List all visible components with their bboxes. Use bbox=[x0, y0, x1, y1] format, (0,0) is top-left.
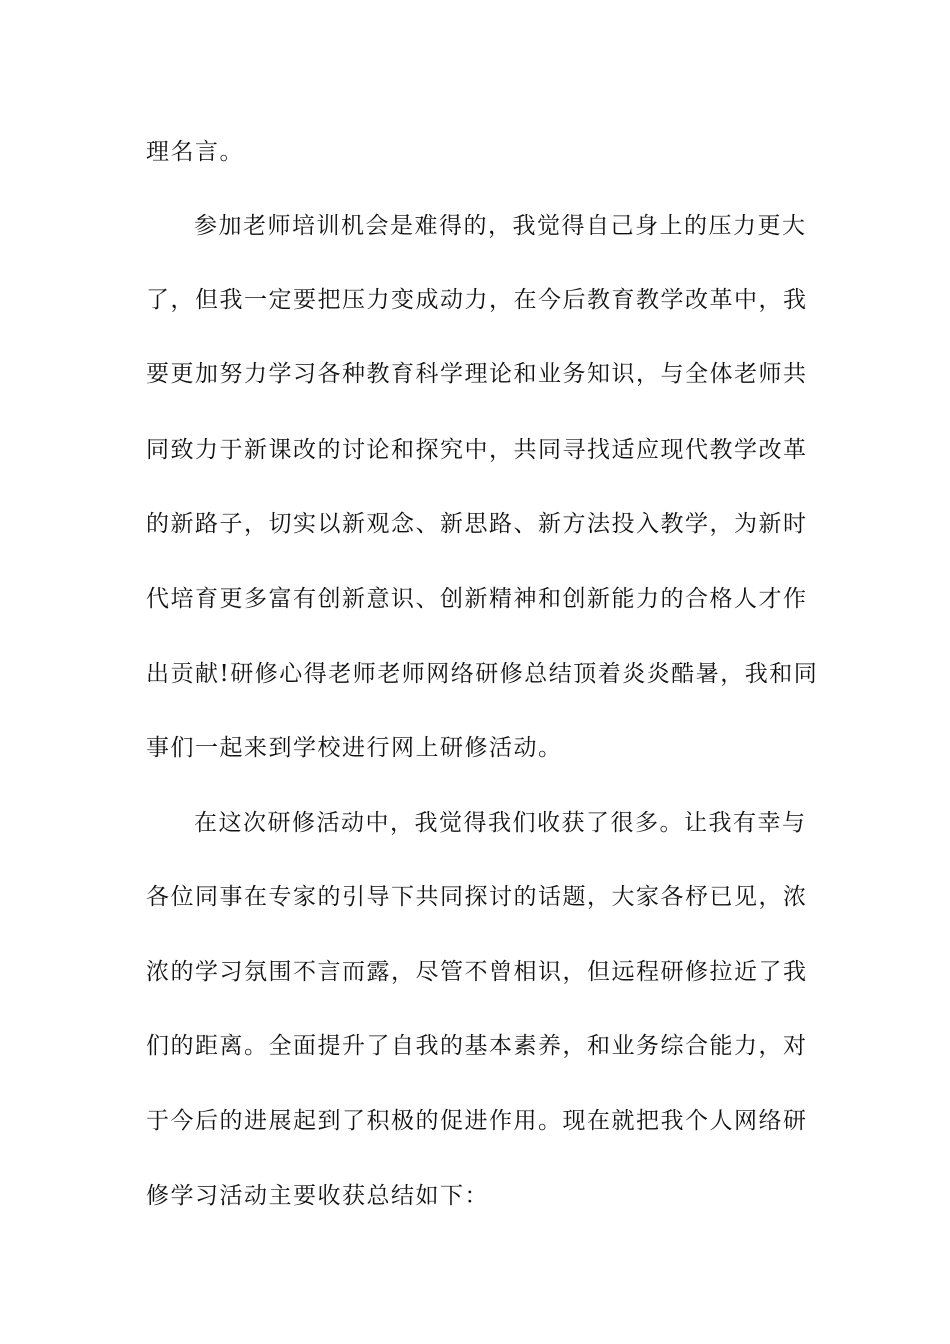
text-line: 在这次研修活动中，我觉得我们收获了很多。让我有幸与 bbox=[194, 810, 807, 836]
text-line: 参加老师培训机会是难得的，我觉得自己身上的压力更大 bbox=[194, 213, 807, 239]
text-line: 事们一起来到学校进行网上研修活动。 bbox=[146, 735, 563, 761]
text-line: 代培育更多富有创新意识、创新精神和创新能力的合格人才作 bbox=[146, 586, 808, 612]
text-line: 于今后的进展起到了积极的促进作用。现在就把我个人网络研 bbox=[146, 1108, 808, 1134]
text-line: 各位同事在专家的引导下共同探讨的话题，大家各杼已见，浓 bbox=[146, 884, 808, 910]
text-line: 要更加努力学习各种教育科学理论和业务知识，与全体老师共 bbox=[146, 361, 808, 387]
text-line: 出贡献!研修心得老师老师网络研修总结顶着炎炎酷暑，我和同 bbox=[146, 661, 819, 687]
text-line: 浓的学习氛围不言而露，尽管不曾相识，但远程研修拉近了我 bbox=[146, 959, 808, 985]
text-line: 们的距离。全面提升了自我的基本素养，和业务综合能力，对 bbox=[146, 1033, 808, 1059]
text-line: 修学习活动主要收获总结如下： bbox=[146, 1183, 489, 1209]
text-line: 理名言。 bbox=[146, 139, 244, 165]
text-line: 同致力于新课改的讨论和探究中，共同寻找适应现代教学改革 bbox=[146, 437, 808, 463]
text-line: 的新路子，切实以新观念、新思路、新方法投入教学，为新时 bbox=[146, 511, 808, 537]
text-line: 了，但我一定要把压力变成动力，在今后教育教学改革中，我 bbox=[146, 287, 808, 313]
